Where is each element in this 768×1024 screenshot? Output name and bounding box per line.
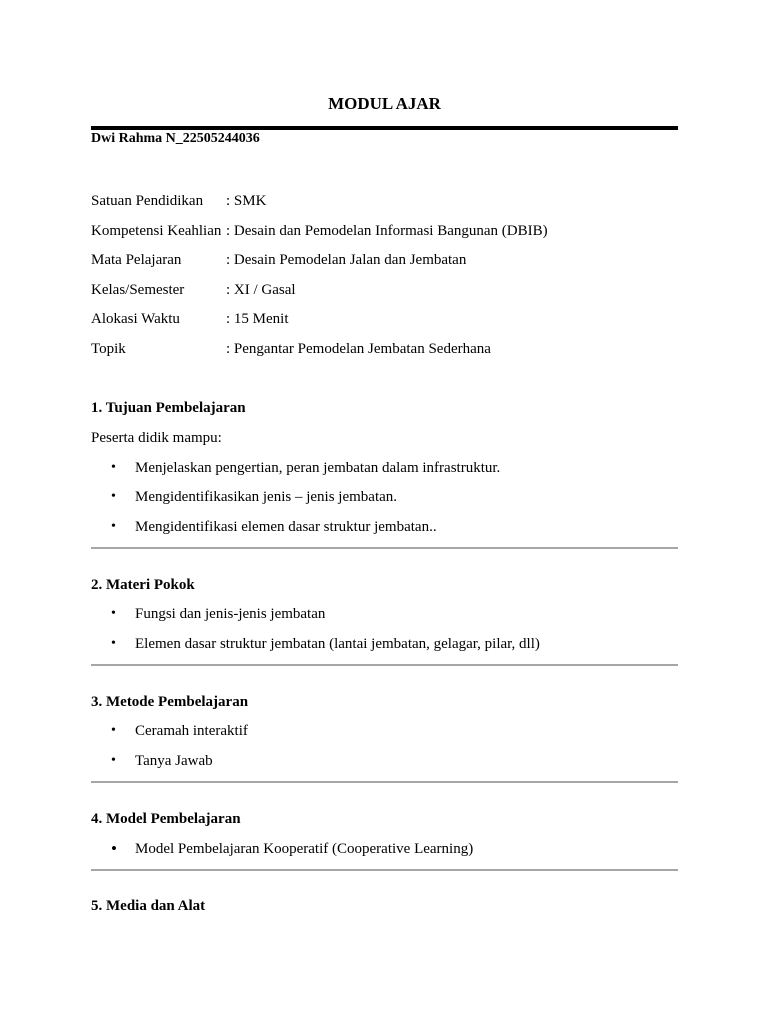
meta-label: Kompetensi Keahlian — [91, 223, 222, 239]
section-divider — [91, 781, 678, 783]
meta-value: : 15 Menit — [226, 311, 289, 327]
section-divider — [91, 547, 678, 549]
list-item-text: Model Pembelajaran Kooperatif (Cooperative Learning) — [135, 841, 474, 857]
meta-row-kelas — [91, 280, 296, 300]
section-heading-media: 5. Media dan Alat — [91, 898, 206, 914]
bullet-icon: • — [111, 723, 116, 738]
meta-label: Topik — [91, 341, 126, 357]
section-heading-metode: 3. Metode Pembelajaran — [91, 694, 249, 710]
section-heading-tujuan: 1. Tujuan Pembelajaran — [91, 400, 246, 416]
meta-row-topik — [91, 339, 491, 359]
meta-value: : Desain dan Pemodelan Informasi Bangunan (DBIB) — [226, 223, 548, 239]
section-divider — [91, 869, 678, 871]
list-item-text: Mengidentifikasikan jenis – jenis jembatan. — [135, 489, 398, 505]
section-heading-materi: 2. Materi Pokok — [91, 577, 195, 593]
section-heading-model: 4. Model Pembelajaran — [91, 811, 241, 827]
author-line: Dwi Rahma N_22505244036 — [91, 131, 260, 146]
meta-row-alokasi — [91, 309, 289, 329]
meta-row-kompetensi — [91, 221, 548, 241]
bullet-icon: • — [111, 636, 116, 651]
list-item-text: Elemen dasar struktur jembatan (lantai jembatan, gelagar, pilar, dll) — [135, 636, 540, 652]
bullet-icon: • — [111, 519, 116, 534]
meta-label: Alokasi Waktu — [91, 311, 180, 327]
bullet-icon: • — [111, 606, 116, 621]
meta-label: Mata Pelajaran — [91, 252, 182, 268]
meta-label: Satuan Pendidikan — [91, 193, 204, 209]
list-item-text: Ceramah interaktif — [135, 723, 248, 739]
bullet-icon: • — [111, 753, 116, 768]
meta-value: : Pengantar Pemodelan Jembatan Sederhana — [226, 341, 491, 357]
meta-value: : SMK — [226, 193, 267, 209]
meta-value: : XI / Gasal — [226, 282, 296, 298]
bullet-icon: • — [111, 460, 116, 475]
document-title: MODUL AJAR — [328, 94, 441, 113]
section-intro: Peserta didik mampu: — [91, 430, 222, 446]
meta-label: Kelas/Semester — [91, 282, 185, 298]
meta-row-mapel — [91, 250, 466, 270]
section-divider — [91, 664, 678, 666]
meta-value: : Desain Pemodelan Jalan dan Jembatan — [226, 252, 467, 268]
list-item-text: Tanya Jawab — [135, 753, 213, 769]
list-item-text: Mengidentifikasi elemen dasar struktur jembatan.. — [135, 519, 437, 535]
bullet-icon: • — [111, 839, 117, 858]
bullet-icon: • — [111, 489, 116, 504]
list-item-text: Fungsi dan jenis-jenis jembatan — [135, 606, 326, 622]
meta-row-satuan — [91, 191, 266, 211]
list-item-text: Menjelaskan pengertian, peran jembatan dalam infrastruktur. — [135, 460, 501, 476]
